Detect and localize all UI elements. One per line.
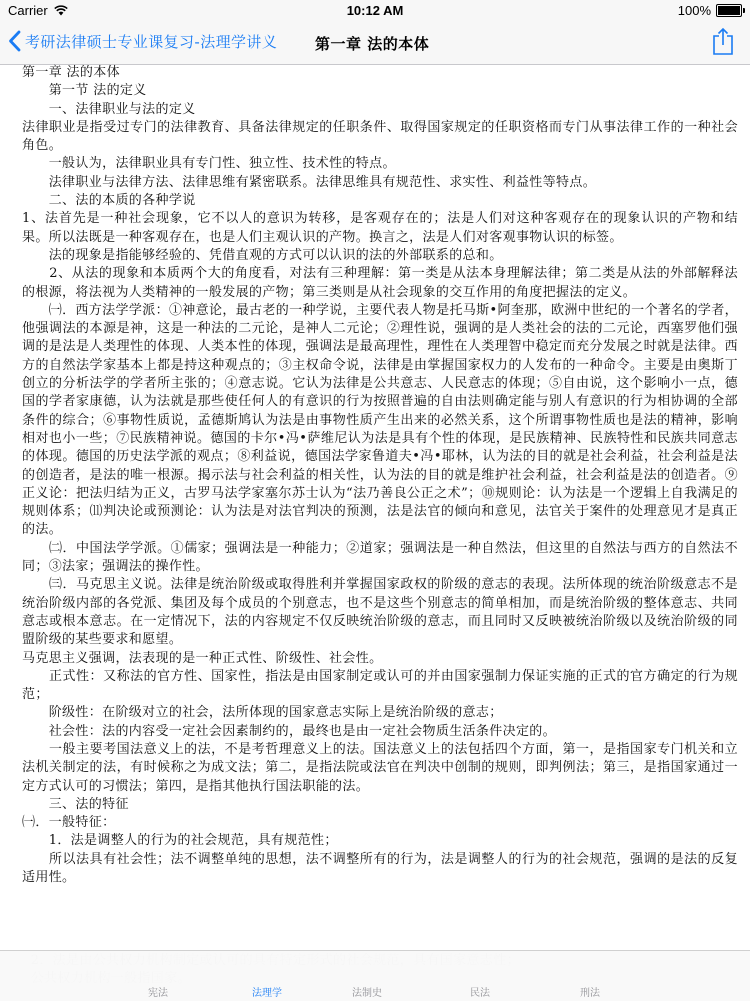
text-paragraph: ㈡．中国法学学派。①儒家；强调法是一种能力；②道家；强调法是一种自然法，但这里的自然法与西方的自然法不同；③法家；强调法的操作性。: [22, 540, 738, 575]
carrier-label: Carrier: [8, 3, 48, 18]
status-bar: [0, 0, 750, 22]
text-paragraph: ㈢．马克思主义说。法律是统治阶级或取得胜利并掌握国家政权的阶级的意志的表现。法所体现的统治阶级意志不是统治阶级内部的各党派、集团及每个成员的个别意志，也不是这些个别意志的简单相加，而是统治阶级的整体意志、共同意志或根本意志。在一定情况下，法的内容规定不仅反映统治阶级的意志，而且同时又反映被统治阶级以及统治阶级的同盟阶级的某些要求和愿望。: [22, 577, 738, 648]
text-paragraph: ㈠．西方法学学派：①神意论，最古老的一种学说，主要代表人物是托马斯•阿奎那，欧洲中世纪的一个著名的学者，他强调法的本源是神，这是一种法的二元论，是神人二元论；②理性说，强调的是人类社会的法的二元论，西塞罗他们强调的是法是人类理性的体现、人类本性的体现，强调法是最高理性，理性在人类理智中稳定而充分发展之时就是法律。西方的自然法学家基本上都是持这种观点的；③主权命令说，法律是由掌握国家权力的人发布的一种命令。主要是由奥斯丁创立的分析法学的学者所主张的；④意志说。它认为法律是公共意志、人民意志的体现；⑤自由说，这个影响小一点，德国的学者家康德，认为法就是那些使任何人的有意识的行为按照普遍的自由法则确定能与别人有意识的行为相协调的全部条件的综合；⑥事物性质说，孟德斯鸠认为法是由事物性质产生出来的必然关系，这个所谓事物性质也是法的精神，影响相对也小一些；⑦民族精神说。德国的卡尔•冯•萨维尼认为法是具有个性的体现，是民族精神、民族特性和民族共同意志的体现。德国的历史法学派的观点；⑧利益说，德国法学家鲁道夫•冯•耶林，认为法的目的就是社会利益，社会利益是法的创造者，是法的唯一根源。揭示法与社会利益的相关性，认为法的目的就是维护社会利益，社会利益是法的创造者。⑨正义论：把法归结为正义，古罗马法学家塞尔苏士认为“法乃善良公正之术”；⑩规则论：认为法是一个逻辑上自我满足的规则体系；⑾判决论或预测论：认为法是对法官判决的预测，法是法官的倾向和意见，法官关于案件的处理意见才是真正的法。: [22, 302, 738, 538]
back-button-label: 考研法律硕士专业课复习-法理学讲义: [25, 32, 278, 51]
battery-group: [678, 3, 742, 18]
text-paragraph: 社会性：法的内容受一定社会因素制约的，最终也是由一定社会物质生活条件决定的。: [22, 723, 557, 739]
chevron-left-icon: [8, 30, 21, 52]
text-paragraph: 一般认为，法律职业具有专门性、独立性、技术性的特点。: [22, 156, 396, 172]
tab-5[interactable]: 刑法: [580, 988, 600, 999]
text-paragraph: 法律职业与法律方法、法律思维有紧密联系。法律思维具有规范性、求实性、利益性等特点。: [22, 174, 597, 190]
status-time: 10:12 AM: [346, 3, 404, 18]
text-paragraph: 法的现象是指能够经验的、凭借直观的方式可以认识的法的外部联系的总和。: [22, 247, 503, 263]
share-button[interactable]: [712, 27, 734, 59]
battery-percent: 100%: [677, 3, 711, 18]
share-icon: [712, 27, 734, 55]
navigation-bar: [0, 22, 750, 65]
text-paragraph: ㈠．一般特征：: [22, 815, 116, 831]
text-paragraph: 所以法具有社会性；法不调整单纯的思想，法不调整所有的行为，法是调整人的行为的社会规范，强调的是法的反复适用性。: [22, 851, 738, 886]
text-paragraph: 第一节 法的定义: [22, 83, 147, 99]
text-paragraph: 第一章 法的本体: [22, 65, 120, 80]
text-paragraph: 正式性：又称法的官方性、国家性，指法是由国家制定或认可的并由国家强制力保证实施的正式的官方确定的行为规范；: [22, 668, 738, 703]
lecture-text: [22, 64, 738, 950]
text-paragraph: 二、法的本质的各种学说: [22, 193, 196, 209]
text-paragraph: 1．法是调整人的行为的社会规范，具有规范性；: [22, 833, 338, 849]
page-title: 第一章 法的本体: [315, 35, 430, 53]
text-paragraph: 法律职业是指受过专门的法律教育、具备法律规定的任职条件、取得国家规定的任职资格而专门从事法律工作的一种社会角色。: [22, 119, 738, 154]
tab-3[interactable]: 法制史: [352, 988, 382, 999]
text-paragraph: 2、从法的现象和本质两个大的角度看，对法有三种理解：第一类是从法本身理解法律；第二类是从法的外部解释法的根源，将法视为人类精神的一般发展的产物；第三类则是从社会现象的交互作用的角度把握法的定义。: [22, 266, 738, 300]
text-paragraph: 一、法律职业与法的定义: [22, 101, 196, 117]
tab-1[interactable]: 宪法: [148, 988, 168, 999]
battery-icon: [716, 4, 742, 17]
text-paragraph: 三、法的特征: [22, 796, 129, 812]
text-paragraph: 马克思主义强调，法表现的是一种正式性、阶级性、社会性。: [22, 650, 383, 666]
text-paragraph: 阶级性：在阶级对立的社会，法所体现的国家意志实际上是统治阶级的意志；: [22, 705, 503, 721]
back-button[interactable]: [8, 30, 277, 52]
text-paragraph: 一般主要考国法意义上的法，不是考哲理意义上的法。国法意义上的法包括四个方面，第一，是指国家专门机关和立法机关制定的法，有时候称之为成文法；第二，是指法院或法官在判决中创制的规则，即判例法；第三，是指国家通过一定方式认可的习惯法；第四，是指其他执行国法职能的法。: [22, 741, 738, 794]
text-paragraph: 1、法首先是一种社会现象，它不以人的意识为转移，是客观存在的；法是人们对这种客观存在的现象认识的产物和结果。所以法既是一种客观存在，也是人们主观认识的产物。换言之，法是人们对客观事物认识的标签。: [22, 211, 738, 245]
tab-2[interactable]: 法理学: [252, 988, 282, 999]
tab-4[interactable]: 民法: [470, 988, 490, 999]
